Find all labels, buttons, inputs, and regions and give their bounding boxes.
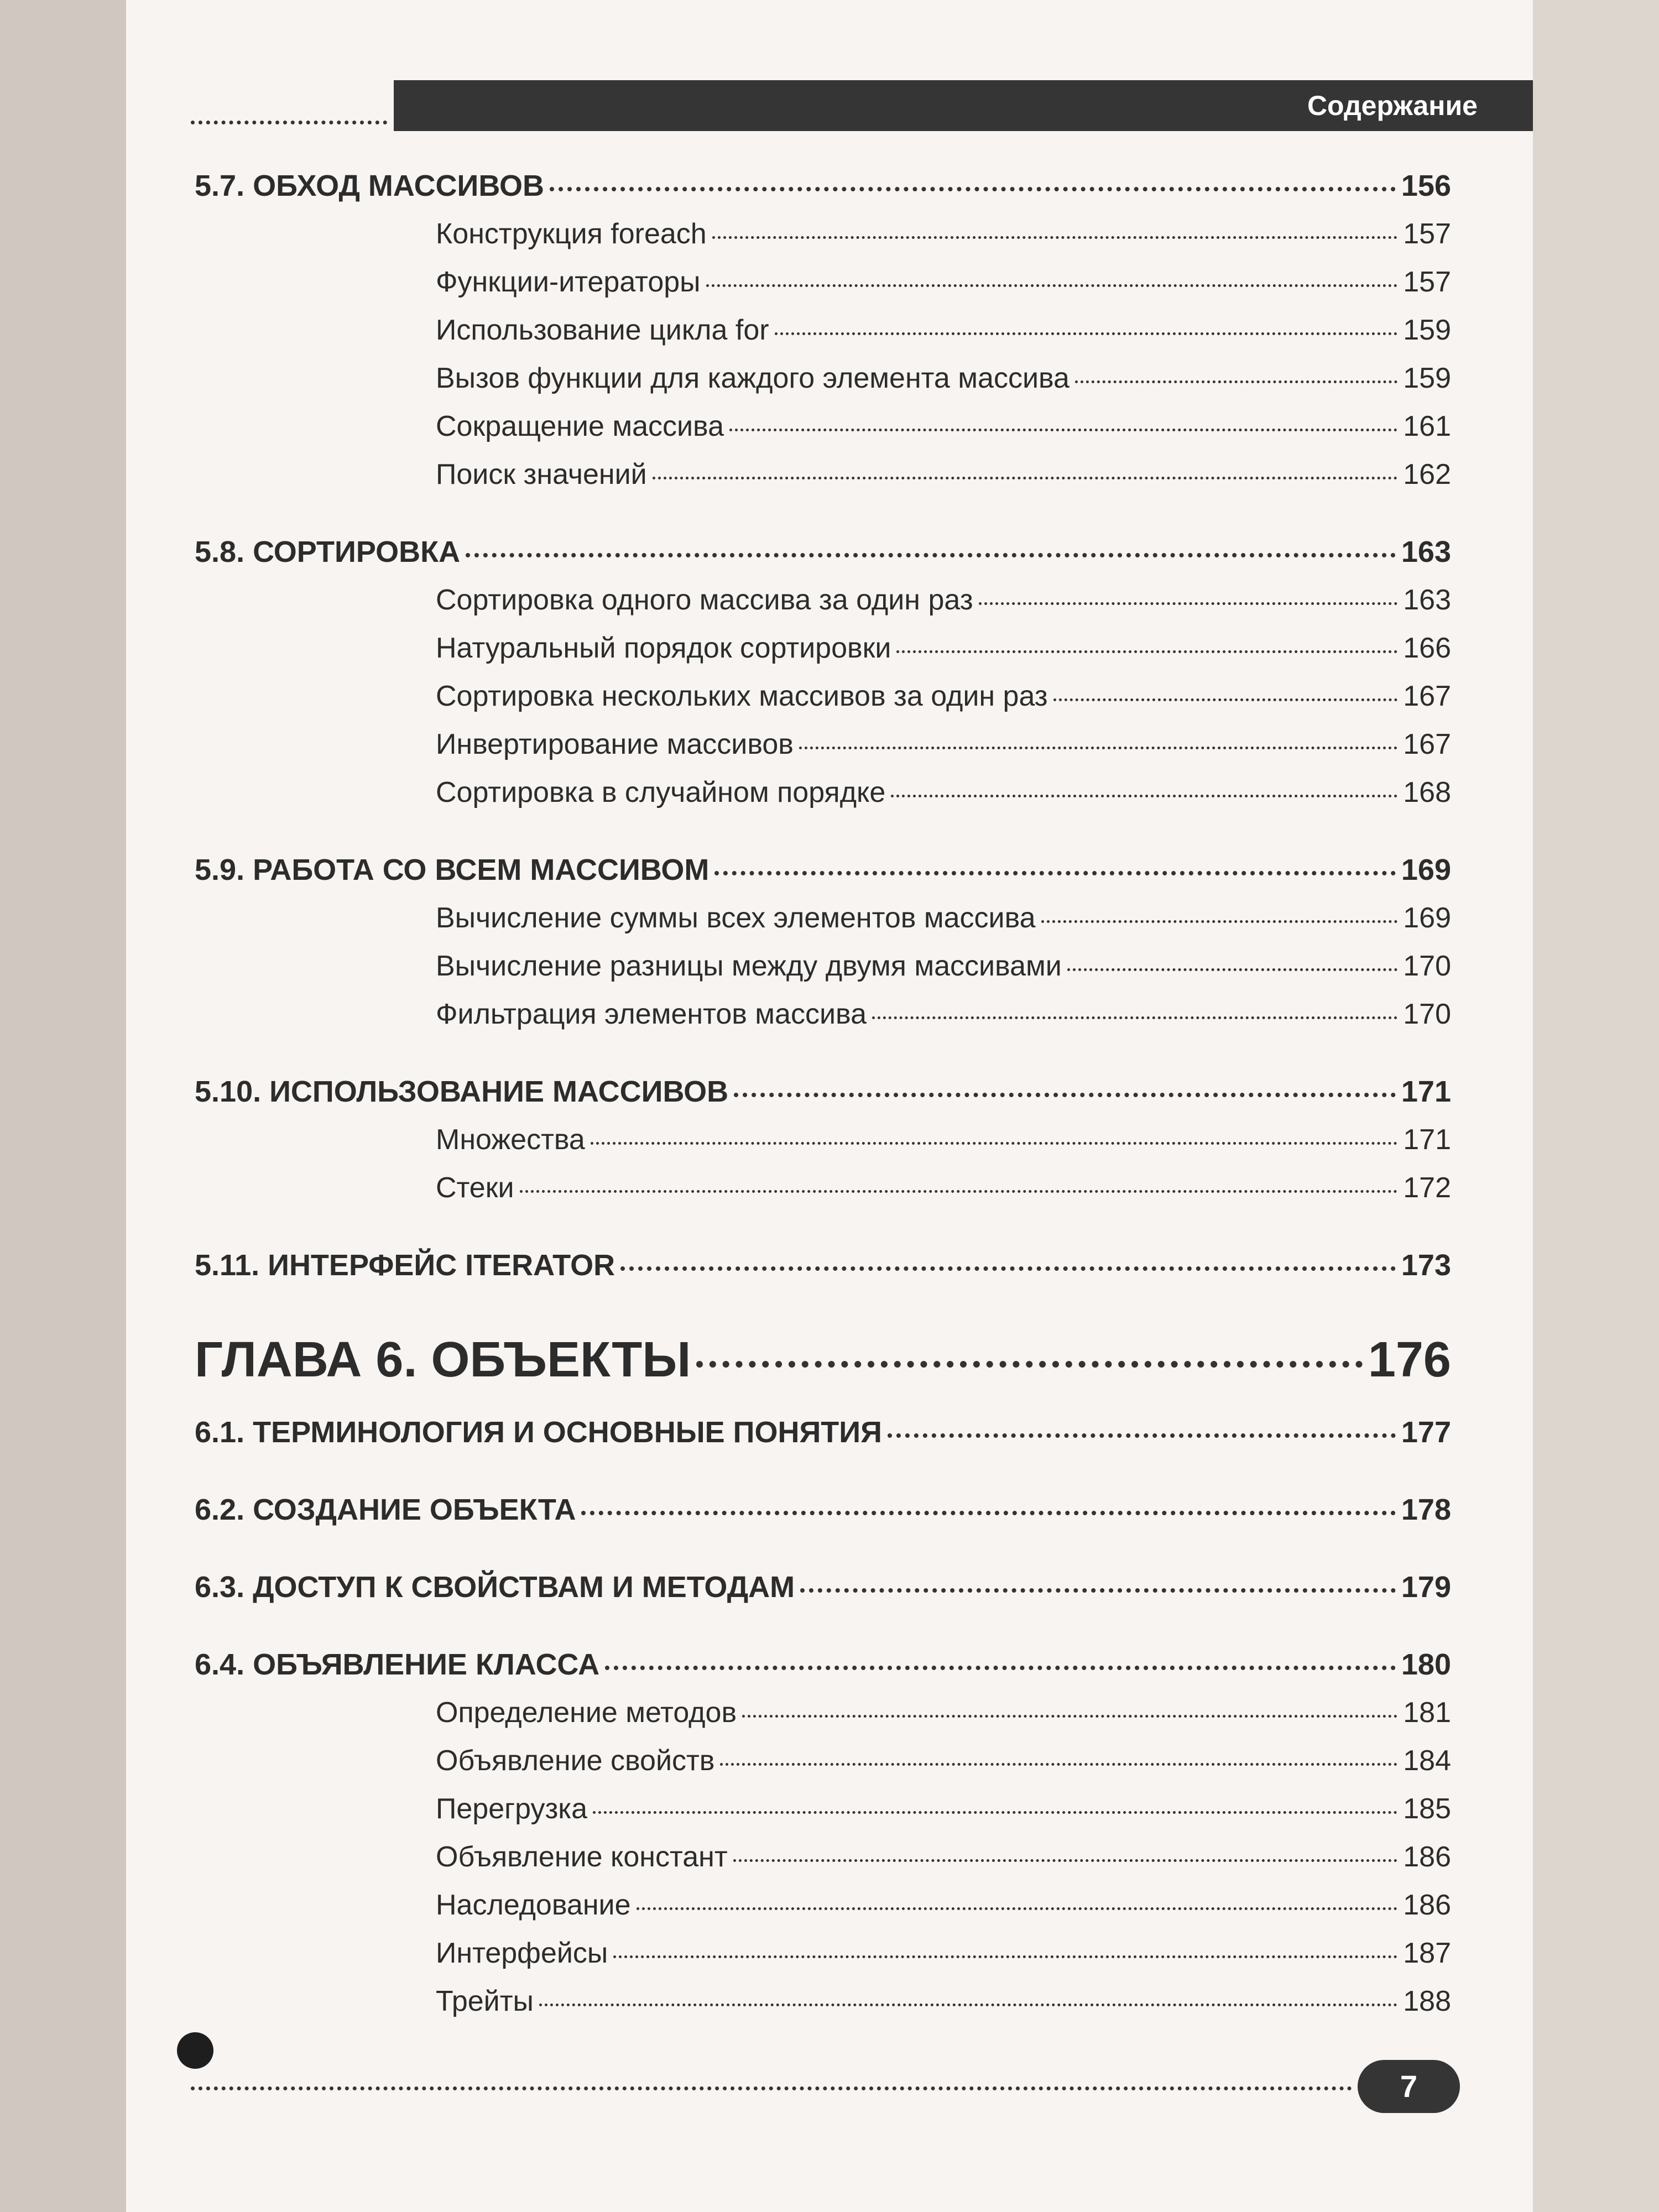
toc-entry-title: Вызов функции для каждого элемента массива: [436, 362, 1070, 394]
toc-entry-page-number: 171: [1401, 1075, 1451, 1108]
toc-sub-entry: [195, 1978, 1451, 2026]
dot-leader: [891, 795, 1397, 797]
dot-leader: [653, 477, 1398, 479]
toc-section-entry: [195, 1640, 1451, 1689]
toc-entry-page-number: 163: [1401, 535, 1451, 568]
dot-leader: [896, 650, 1397, 653]
dot-leader: [613, 1955, 1397, 1958]
dot-leader: [520, 1190, 1398, 1193]
dot-leader: [593, 1811, 1397, 1814]
dot-leader: [799, 747, 1397, 749]
toc-entry-title: Сортировка одного массива за один раз: [436, 584, 973, 616]
toc-entry-title: Сортировка нескольких массивов за один раз: [436, 680, 1048, 712]
toc-entry-page-number: 168: [1403, 776, 1451, 808]
toc-entry-title: 5.10. ИСПОЛЬЗОВАНИЕ МАССИВОВ: [195, 1075, 729, 1108]
toc-entry-page-number: 181: [1403, 1697, 1451, 1729]
dot-leader: [1053, 698, 1398, 701]
toc-sub-entry: [195, 306, 1451, 354]
toc-entry-title: Вычисление суммы всех элементов массива: [436, 902, 1036, 934]
dot-leader: [1075, 380, 1397, 383]
toc-entry-title: Функции-итераторы: [436, 266, 701, 298]
toc-section-entry: [195, 528, 1451, 576]
toc-chapter-entry: [195, 1318, 1451, 1401]
toc-entry-title: 6.4. ОБЪЯВЛЕНИЕ КЛАССА: [195, 1648, 600, 1681]
toc-entry-title: Трейты: [436, 1985, 534, 2017]
toc-entry-page-number: 178: [1401, 1493, 1451, 1526]
toc-sub-entry: [195, 1881, 1451, 1929]
toc-section-entry: [195, 846, 1451, 894]
toc-sub-entry: [195, 1164, 1451, 1212]
footer-dotted-rule: [191, 2086, 1352, 2090]
toc-sub-entry: [195, 894, 1451, 942]
toc-entry-page-number: 180: [1401, 1648, 1451, 1681]
toc-entry-page-number: 157: [1403, 218, 1451, 250]
toc-entry-page-number: 170: [1403, 950, 1451, 982]
toc-entry-title: 6.3. ДОСТУП К СВОЙСТВАМ И МЕТОДАМ: [195, 1571, 795, 1604]
dot-leader: [539, 2004, 1397, 2006]
toc-entry-title: Сортировка в случайном порядке: [436, 776, 886, 808]
toc-section-entry: [195, 1485, 1451, 1534]
toc-entry-page-number: 156: [1401, 169, 1451, 202]
toc-section-entry: [195, 161, 1451, 210]
dot-leader: [733, 1859, 1398, 1862]
dot-leader: [734, 1093, 1396, 1097]
toc-entry-title: Стеки: [436, 1172, 514, 1204]
dot-leader: [742, 1715, 1397, 1718]
toc-entry-page-number: 167: [1403, 728, 1451, 760]
toc-entry-page-number: 177: [1401, 1416, 1451, 1449]
toc-entry-title: Поиск значений: [436, 458, 647, 491]
dot-leader: [706, 284, 1398, 287]
toc-sub-entry: [195, 942, 1451, 990]
toc-entry-title: Инвертирование массивов: [436, 728, 794, 760]
toc-sub-entry: [195, 258, 1451, 306]
toc-entry-page-number: 163: [1403, 584, 1451, 616]
toc-entry-title: Фильтрация элементов массива: [436, 998, 867, 1030]
toc-sub-entry: [195, 1116, 1451, 1164]
footer-bullet-dot: [177, 2032, 213, 2069]
dot-leader: [775, 332, 1398, 335]
toc-entry-page-number: 169: [1401, 853, 1451, 886]
toc-entry-title: Множества: [436, 1124, 585, 1156]
toc-entry-title: 5.9. РАБОТА СО ВСЕМ МАССИВОМ: [195, 853, 709, 886]
toc-section-entry: [195, 1241, 1451, 1290]
dot-leader: [591, 1142, 1397, 1145]
toc-entry-page-number: 159: [1403, 362, 1451, 394]
dot-leader: [720, 1763, 1397, 1766]
dot-leader: [637, 1907, 1398, 1910]
dot-leader: [800, 1588, 1396, 1593]
toc-entry-title: 5.7. ОБХОД МАССИВОВ: [195, 169, 545, 202]
toc-entry-page-number: 173: [1401, 1249, 1451, 1282]
toc-entry-title: 6.2. СОЗДАНИЕ ОБЪЕКТА: [195, 1493, 576, 1526]
dot-leader: [714, 871, 1395, 875]
toc-sub-entry: [195, 624, 1451, 672]
dot-leader: [1067, 968, 1397, 971]
right-margin-shadow: [1533, 0, 1659, 2212]
toc-entry-page-number: 169: [1403, 902, 1451, 934]
toc-entry-title: Перегрузка: [436, 1793, 588, 1825]
toc-entry-title: Определение методов: [436, 1697, 737, 1729]
toc-entry-page-number: 161: [1403, 410, 1451, 442]
toc-entry-title: 5.11. ИНТЕРФЕЙС ITERATOR: [195, 1249, 615, 1282]
toc-sub-entry: [195, 1833, 1451, 1881]
toc-entry-title: Объявление свойств: [436, 1745, 715, 1777]
dot-leader: [620, 1266, 1396, 1271]
toc-entry-title: Конструкция foreach: [436, 218, 707, 250]
dot-leader: [729, 429, 1397, 431]
toc-sub-entry: [195, 721, 1451, 769]
toc-section-entry: [195, 1408, 1451, 1457]
toc-entry-title: Сокращение массива: [436, 410, 724, 442]
toc-entry-page-number: 166: [1403, 632, 1451, 664]
toc-entry-page-number: 162: [1403, 458, 1451, 491]
toc-sub-entry: [195, 1689, 1451, 1737]
toc-entry-title: Натуральный порядок сортировки: [436, 632, 891, 664]
dot-leader: [1041, 920, 1398, 923]
left-margin-shadow: [0, 0, 126, 2212]
table-of-contents: [195, 161, 1451, 2026]
toc-entry-title: Использование цикла for: [436, 314, 769, 346]
toc-entry-page-number: 184: [1403, 1745, 1451, 1777]
toc-sub-entry: [195, 1785, 1451, 1833]
toc-entry-page-number: 159: [1403, 314, 1451, 346]
toc-entry-title: Интерфейсы: [436, 1937, 608, 1969]
running-header-title: Содержание: [1307, 90, 1478, 121]
dot-leader: [979, 602, 1398, 605]
toc-entry-title: 5.8. СОРТИРОВКА: [195, 535, 461, 568]
toc-sub-entry: [195, 672, 1451, 721]
toc-sub-entry: [195, 576, 1451, 624]
toc-sub-entry: [195, 403, 1451, 451]
dot-leader: [581, 1511, 1395, 1515]
toc-sub-entry: [195, 1929, 1451, 1978]
dot-leader: [550, 187, 1396, 191]
toc-entry-title: Наследование: [436, 1889, 631, 1921]
toc-sub-entry: [195, 210, 1451, 258]
dot-leader: [466, 553, 1396, 557]
toc-entry-title: Вычисление разницы между двумя массивами: [436, 950, 1062, 982]
running-header: [394, 80, 1533, 131]
toc-entry-page-number: 172: [1403, 1172, 1451, 1204]
toc-entry-page-number: 186: [1403, 1889, 1451, 1921]
dot-leader: [888, 1433, 1396, 1438]
toc-sub-entry: [195, 769, 1451, 817]
toc-sub-entry: [195, 451, 1451, 499]
toc-entry-page-number: 176: [1368, 1332, 1451, 1387]
toc-entry-page-number: 186: [1403, 1841, 1451, 1873]
toc-entry-page-number: 185: [1403, 1793, 1451, 1825]
toc-entry-page-number: 179: [1401, 1571, 1451, 1604]
toc-entry-title: 6.1. ТЕРМИНОЛОГИЯ И ОСНОВНЫЕ ПОНЯТИЯ: [195, 1416, 882, 1449]
header-dotted-rule: [191, 121, 387, 124]
toc-entry-page-number: 187: [1403, 1937, 1451, 1969]
dot-leader: [712, 236, 1398, 239]
dot-leader: [696, 1361, 1363, 1368]
toc-sub-entry: [195, 1737, 1451, 1785]
toc-entry-page-number: 188: [1403, 1985, 1451, 2017]
toc-entry-page-number: 171: [1403, 1124, 1451, 1156]
page-number-badge: 7: [1358, 2060, 1460, 2113]
toc-entry-title: ГЛАВА 6. ОБЪЕКТЫ: [195, 1332, 691, 1387]
toc-entry-page-number: 167: [1403, 680, 1451, 712]
toc-entry-title: Объявление констант: [436, 1841, 728, 1873]
toc-entry-page-number: 170: [1403, 998, 1451, 1030]
toc-sub-entry: [195, 354, 1451, 403]
dot-leader: [605, 1666, 1396, 1670]
toc-section-entry: [195, 1067, 1451, 1116]
toc-sub-entry: [195, 990, 1451, 1039]
toc-entry-page-number: 157: [1403, 266, 1451, 298]
toc-section-entry: [195, 1563, 1451, 1611]
dot-leader: [872, 1016, 1397, 1019]
